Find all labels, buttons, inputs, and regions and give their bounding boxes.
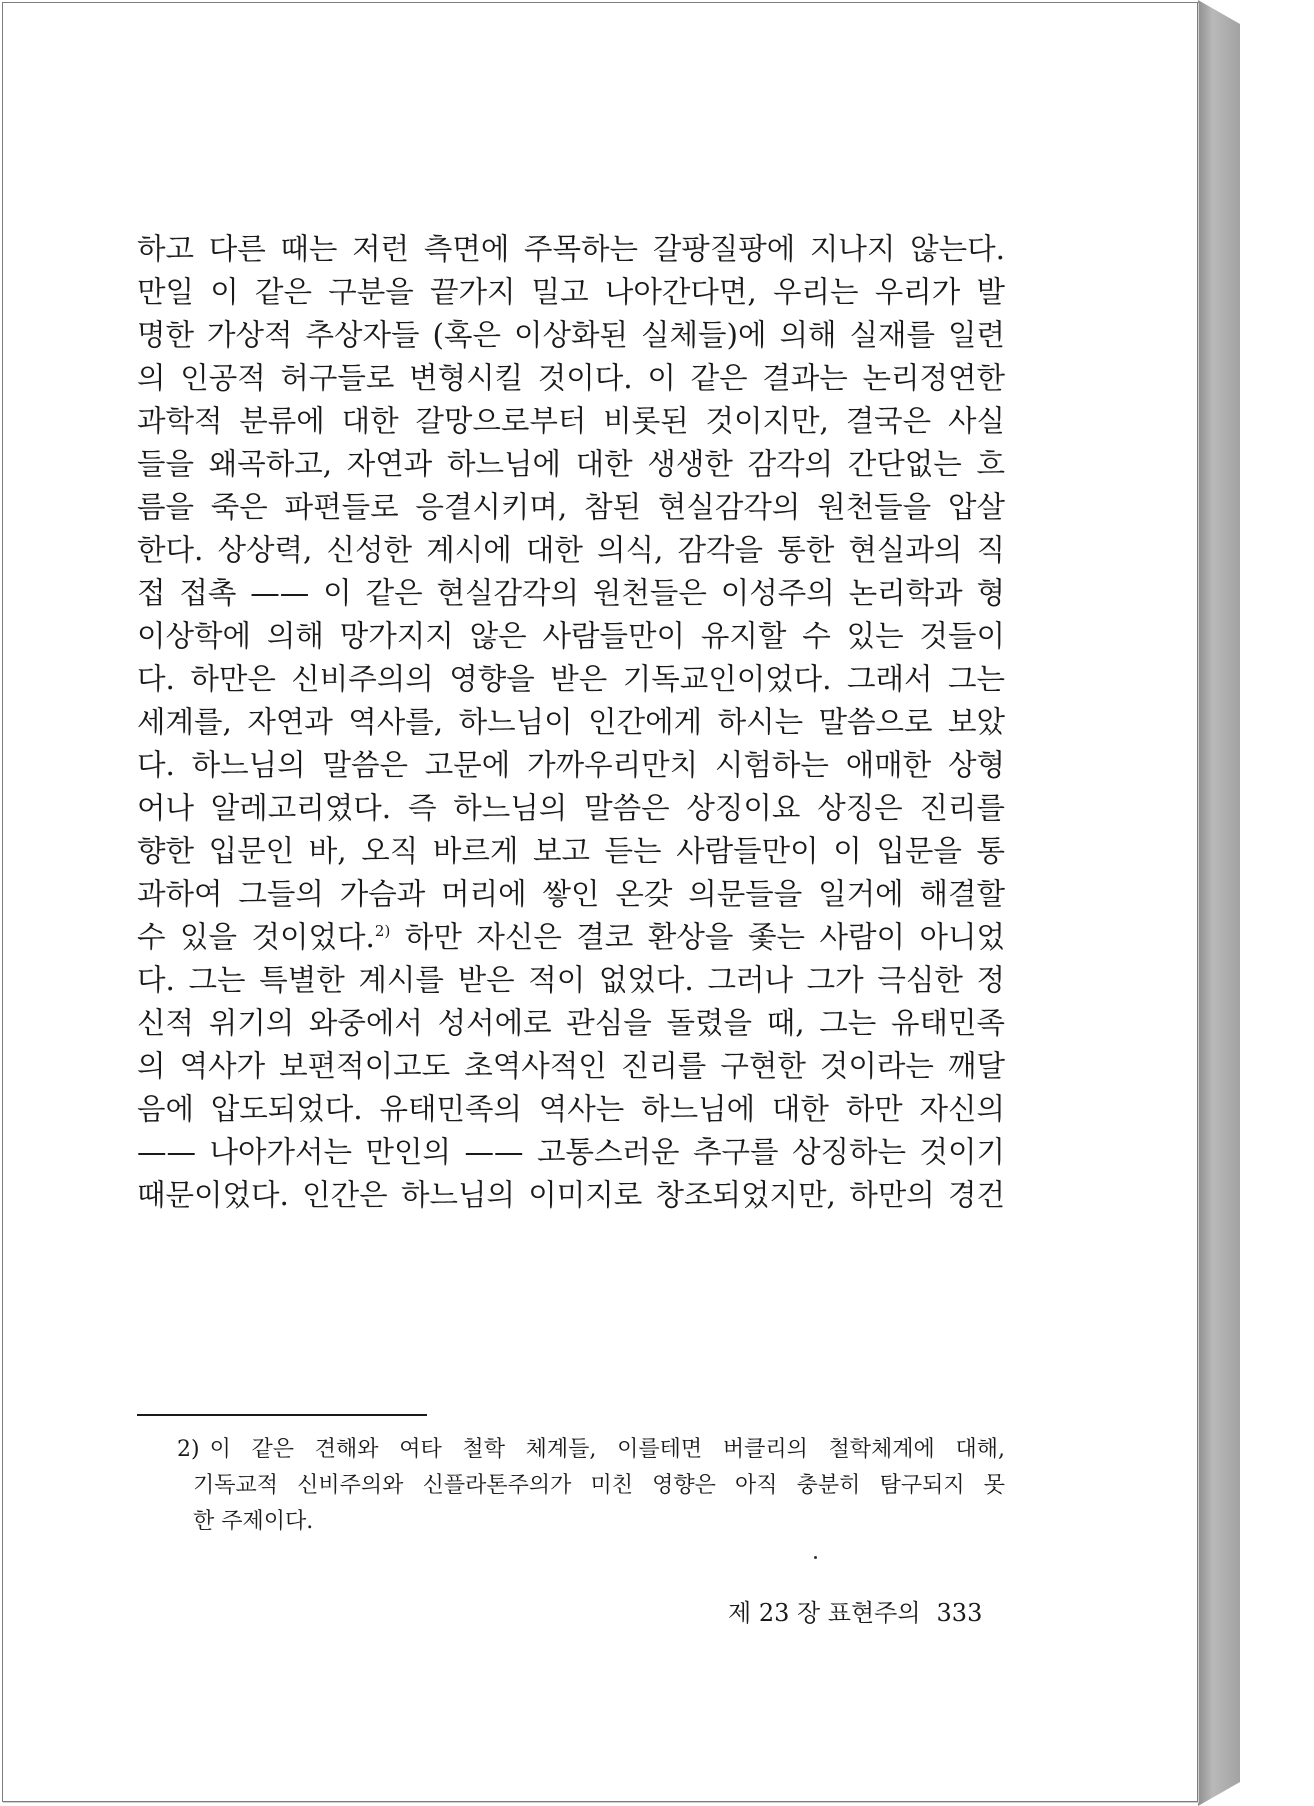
- body-line: 다. 그는 특별한 계시를 받은 적이 없었다. 그러나 그가 극심한 정: [137, 963, 1005, 997]
- body-line: 어나 알레고리였다. 즉 하느님의 말씀은 상징이요 상징은 진리를: [137, 791, 1005, 825]
- scan-speck: [814, 1556, 817, 1559]
- footnote-marker: 2): [177, 1437, 200, 1462]
- footnote-line: [177, 1432, 1005, 1468]
- body-line: 의 역사가 보편적이고도 초역사적인 진리를 구현한 것이라는 깨달: [137, 1049, 1005, 1083]
- body-line: 하고 다른 때는 저런 측면에 주목하는 갈팡질팡에 지나지 않는다.: [137, 232, 1005, 266]
- body-line: 접 접촉 —— 이 같은 현실감각의 원천들은 이성주의 논리학과 형: [137, 576, 1005, 610]
- body-line: 만일 이 같은 구분을 끝가지 밀고 나아간다면, 우리는 우리가 발: [137, 275, 1005, 309]
- body-line-part: 수 있을 것이었다.: [137, 920, 375, 954]
- body-line-part: 하만 자신은 결코 환상을 좇는 사람이 아니었: [390, 920, 1005, 954]
- body-line: 때문이었다. 인간은 하느님의 이미지로 창조되었지만, 하만의 경건: [137, 1178, 1005, 1212]
- footnote-divider: [137, 1414, 427, 1416]
- body-line: 향한 입문인 바, 오직 바르게 보고 듣는 사람들만이 이 입문을 통: [137, 834, 1005, 868]
- footnote: [177, 1432, 1005, 1540]
- body-line-with-footnote-ref: [137, 916, 1005, 959]
- footnote-line: 기독교적 신비주의와 신플라톤주의가 미친 영향은 아직 충분히 탐구되지 못: [193, 1473, 1005, 1498]
- body-line: 한다. 상상력, 신성한 계시에 대한 의식, 감각을 통한 현실과의 직: [137, 533, 1005, 567]
- body-line: 과하여 그들의 가슴과 머리에 쌓인 온갖 의문들을 일거에 해결할: [137, 877, 1005, 911]
- body-line: 이상학에 의해 망가지지 않은 사람들만이 유지할 수 있는 것들이: [137, 619, 1005, 653]
- book-page-edge: [1198, 0, 1240, 1806]
- body-line: 세계를, 자연과 역사를, 하느님이 인간에게 하시는 말씀으로 보았: [137, 705, 1005, 739]
- body-line: 다. 하만은 신비주의의 영향을 받은 기독교인이었다. 그래서 그는: [137, 662, 1005, 696]
- body-line: 과학적 분류에 대한 갈망으로부터 비롯된 것이지만, 결국은 사실: [137, 404, 1005, 438]
- body-line: 다. 하느님의 말씀은 고문에 가까우리만치 시험하는 애매한 상형: [137, 748, 1005, 782]
- footnote-reference: 2): [374, 922, 391, 941]
- body-line: 신적 위기의 와중에서 성서에로 관심을 돌렸을 때, 그는 유태민족: [137, 1006, 1005, 1040]
- body-line: 름을 죽은 파편들로 응결시키며, 참된 현실감각의 원천들을 압살: [137, 490, 1005, 524]
- body-line: 들을 왜곡하고, 자연과 하느님에 대한 생생한 감각의 간단없는 흐: [137, 447, 1005, 481]
- footnote-text: 이 같은 견해와 여타 철학 체계들, 이를테면 버클리의 철학체계에 대해,: [209, 1437, 1005, 1462]
- running-footer: [728, 1597, 982, 1629]
- chapter-title: 제 23 장 표현주의: [728, 1599, 921, 1627]
- page-number: 333: [936, 1599, 983, 1627]
- body-line: 의 인공적 허구들로 변형시킬 것이다. 이 같은 결과는 논리정연한: [137, 361, 1005, 395]
- body-line: 명한 가상적 추상자들 (혹은 이상화된 실체들)에 의해 실재를 일련: [137, 318, 1005, 352]
- body-text: [137, 228, 1005, 1217]
- body-line: 음에 압도되었다. 유태민족의 역사는 하느님에 대한 하만 자신의: [137, 1092, 1005, 1126]
- body-line: —— 나아가서는 만인의 —— 고통스러운 추구를 상징하는 것이기: [137, 1135, 1005, 1169]
- footnote-line: 한 주제이다.: [193, 1509, 314, 1534]
